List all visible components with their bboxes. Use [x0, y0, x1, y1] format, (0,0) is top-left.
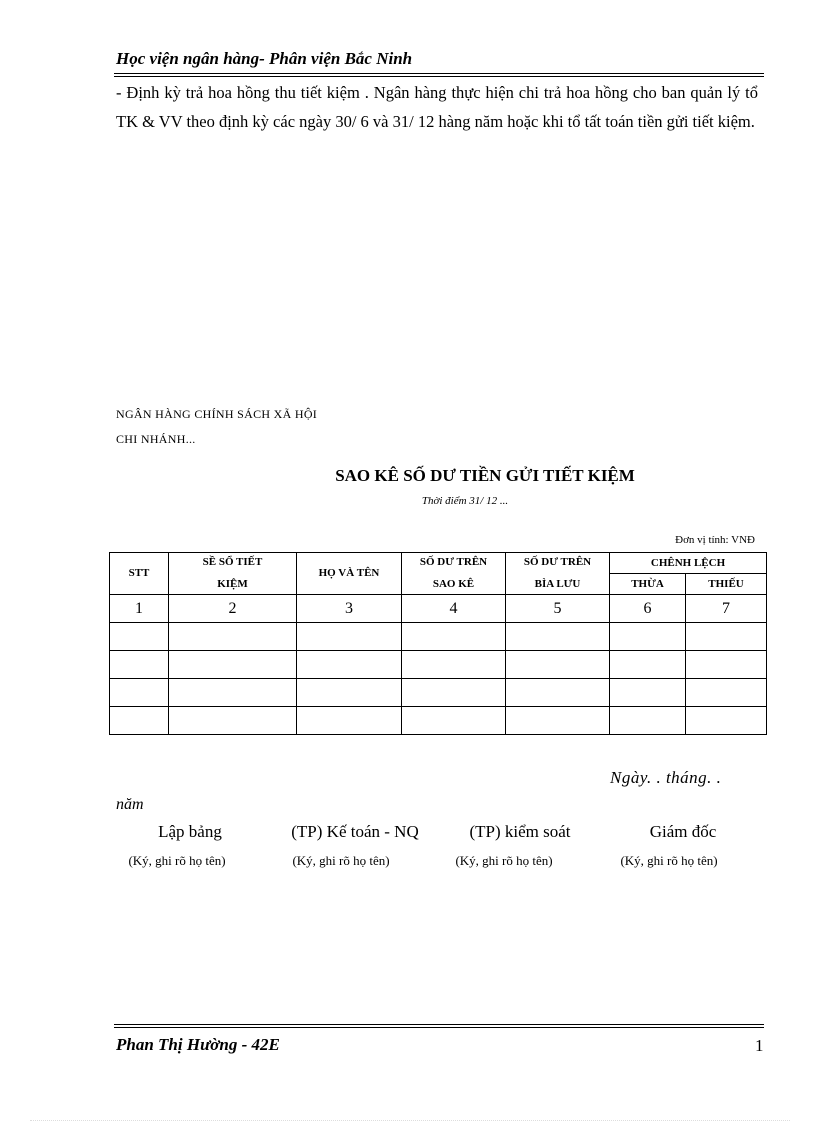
header-statement-balance	[402, 553, 506, 595]
table-cell	[506, 651, 610, 679]
signature-note-director: (Ký, ghi rõ họ tên)	[620, 853, 718, 868]
table-cell	[297, 623, 402, 651]
header-savings-book	[169, 553, 297, 595]
footer-author: Phan Thị Hường - 42E	[116, 1035, 280, 1054]
header-savings-book-line2: KIỆM	[217, 578, 248, 590]
table-cell	[686, 679, 767, 707]
footer-rule-bottom	[114, 1027, 764, 1028]
table-cell	[506, 707, 610, 735]
table-cell	[610, 707, 686, 735]
table-cell	[686, 651, 767, 679]
table-cell	[610, 679, 686, 707]
table-cell	[297, 679, 402, 707]
page-header-title: Học viện ngân hàng- Phân viện Bắc Ninh	[116, 49, 413, 68]
signature-role-director: Giám đốc	[649, 822, 717, 841]
table-cell	[402, 679, 506, 707]
page-number: 1	[755, 1036, 764, 1055]
header-savings-book-line1: SỀ SỔ TIẾT	[202, 556, 263, 568]
header-cover-balance-line2: BÌA LƯU	[534, 578, 581, 590]
column-number: 1	[110, 595, 169, 623]
header-statement-balance-line2: SAO KÊ	[432, 578, 475, 590]
footer-rule-top	[114, 1024, 764, 1025]
column-number: 6	[610, 595, 686, 623]
table-cell	[110, 623, 169, 651]
signature-role-preparer: Lập bảng	[158, 822, 222, 841]
table-row	[110, 707, 767, 735]
table-cell	[506, 623, 610, 651]
table-row	[110, 679, 767, 707]
body-paragraph: - Định kỳ trả hoa hồng thu tiết kiệm . Ngân hàng thực hiện chi trả hoa hồng cho ban quản lý tổ TK & VV theo định kỳ các ngày 30/ 6 và 31/ 12 hàng năm hoặc khi tổ tất toán tiền gửi tiết kiệm.	[116, 83, 758, 131]
table-cell	[169, 707, 297, 735]
signature-note-accountant: (Ký, ghi rõ họ tên)	[292, 853, 390, 868]
header-cover-balance	[506, 553, 610, 595]
bank-name: NGÂN HÀNG CHÍNH SÁCH XÃ HỘI	[116, 407, 318, 421]
header-full-name: HỌ VÀ TÊN	[297, 553, 402, 595]
table-header-row	[110, 553, 767, 574]
signature-note-preparer: (Ký, ghi rõ họ tên)	[128, 853, 226, 868]
table-cell	[610, 651, 686, 679]
column-number: 2	[169, 595, 297, 623]
header-surplus: THỪA	[610, 574, 686, 595]
table-cell	[402, 707, 506, 735]
column-number: 4	[402, 595, 506, 623]
currency-unit: Đơn vị tính: VNĐ	[675, 534, 755, 546]
page-bottom-edge	[30, 1120, 790, 1121]
signature-role-accountant: (TP) Kế toán - NQ	[291, 822, 419, 841]
branch-name: CHI NHÁNH...	[116, 432, 196, 446]
table-cell	[506, 679, 610, 707]
header-statement-balance-line1: SỐ DƯ TRÊN	[419, 556, 488, 568]
table-cell	[110, 651, 169, 679]
form-subtitle: Thời điểm 31/ 12 ...	[421, 495, 509, 507]
table-cell	[686, 707, 767, 735]
header-rule-top	[114, 73, 764, 74]
table-cell	[169, 623, 297, 651]
table-cell	[610, 623, 686, 651]
column-number-row	[110, 595, 767, 623]
table-cell	[686, 623, 767, 651]
table-row	[110, 651, 767, 679]
table-cell	[402, 651, 506, 679]
column-number: 5	[506, 595, 610, 623]
column-number: 7	[686, 595, 767, 623]
table-cell	[110, 707, 169, 735]
year-label: năm	[116, 796, 144, 813]
table-cell	[297, 651, 402, 679]
header-difference: CHÊNH LỆCH	[610, 553, 767, 574]
signature-role-controller: (TP) kiểm soát	[469, 822, 571, 841]
header-rule-bottom	[114, 76, 764, 77]
header-stt: STT	[110, 553, 169, 595]
signature-note-controller: (Ký, ghi rõ họ tên)	[455, 853, 553, 868]
table-cell	[402, 623, 506, 651]
column-number: 3	[297, 595, 402, 623]
table-cell	[110, 679, 169, 707]
header-cover-balance-line1: SỐ DƯ TRÊN	[523, 556, 592, 568]
header-shortage: THIẾU	[686, 574, 767, 595]
form-title: SAO KÊ SỐ DƯ TIỀN GỬI TIẾT KIỆM	[335, 466, 635, 485]
date-line: Ngày. . tháng. .	[610, 768, 722, 787]
table-row	[110, 623, 767, 651]
savings-balance-table	[109, 552, 767, 735]
table-cell	[169, 679, 297, 707]
table-cell	[169, 651, 297, 679]
table-cell	[297, 707, 402, 735]
